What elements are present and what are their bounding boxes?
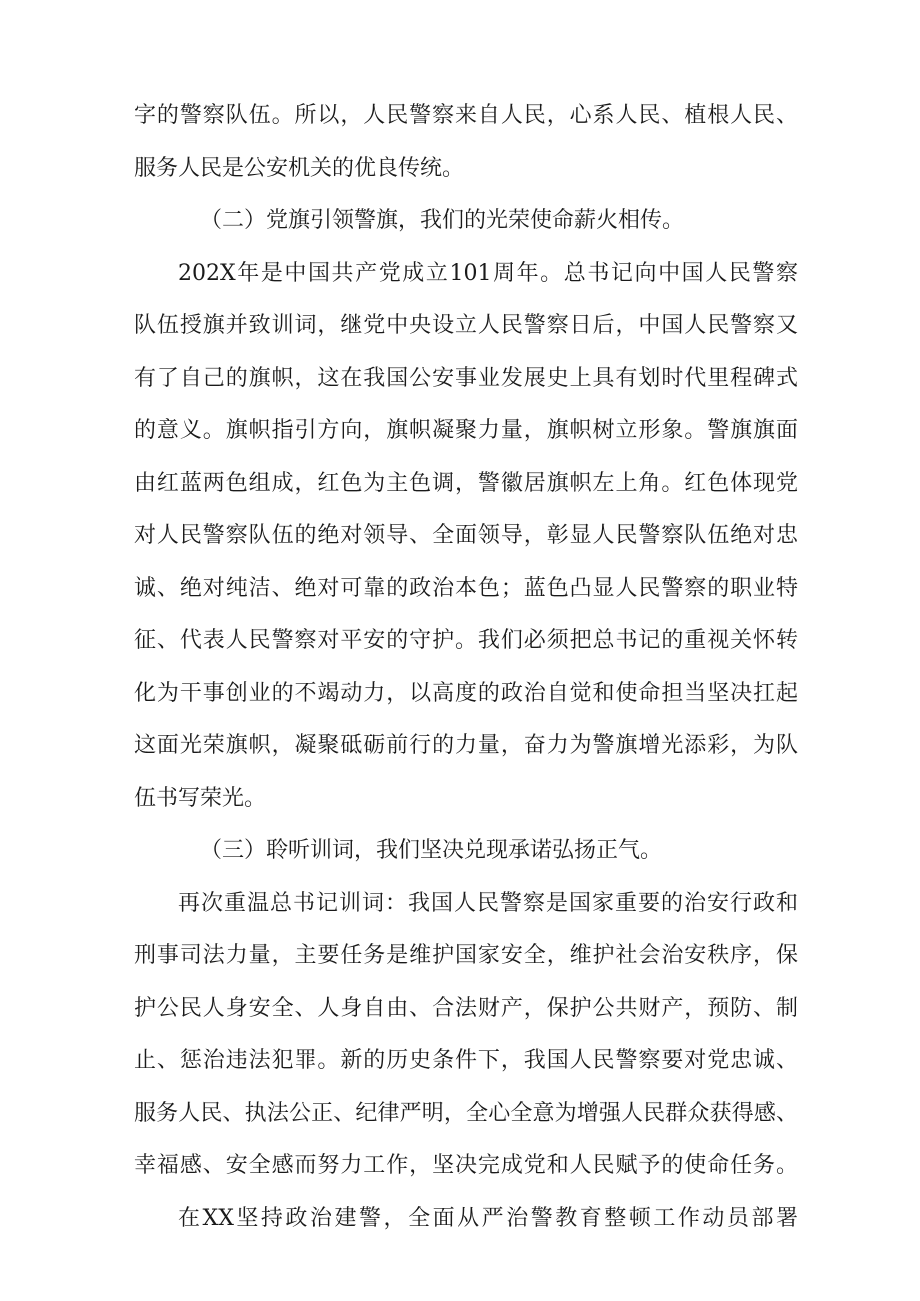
text-line-6: 有了自己的旗帜，这在我国公安事业发展史上具有划时代里程碑式 (134, 365, 798, 391)
text-line-8: 由红蓝两色组成，红色为主色调，警徽居旗帜左上角。红色体现党 (134, 470, 798, 496)
document-body (134, 90, 798, 1245)
section-heading-3: （三）聆听训词，我们坚决兑现承诺弘扬正气。 (200, 838, 663, 863)
text-line-7: 的意义。旗帜指引方向，旗帜凝聚力量，旗帜树立形象。警旗旗面 (134, 418, 798, 443)
text-line-10: 诚、绝对纯洁、绝对可靠的政治本色；蓝色凸显人民警察的职业特 (134, 575, 798, 601)
text-line-17: 刑事司法力量，主要任务是维护国家安全，维护社会治安秩序，保 (134, 943, 798, 968)
text-line-18: 护公民人身安全、人身自由、合法财产，保护公共财产，预防、制 (134, 995, 798, 1021)
text-line-5: 队伍授旗并致训词，继党中央设立人民警察日后，中国人民警察又 (134, 313, 798, 338)
text-line-12: 化为干事创业的不竭动力，以高度的政治自觉和使命担当坚决扛起 (134, 680, 798, 706)
text-line-21: 幸福感、安全感而努力工作，坚决完成党和人民赋予的使命任务。 (134, 1153, 798, 1178)
text-line-11: 征、代表人民警察对平安的守护。我们必须把总书记的重视关怀转 (134, 628, 798, 653)
text-line-20: 服务人民、执法公正、纪律严明，全心全意为增强人民群众获得感、 (134, 1100, 798, 1126)
section-heading-2: （二）党旗引领警旗，我们的光荣使命薪火相传。 (200, 208, 685, 233)
text-line-2: 服务人民是公安机关的优良传统。 (134, 155, 465, 181)
text-line-13: 这面光荣旗帜，凝聚砥砺前行的力量，奋力为警旗增光添彩，为队 (134, 733, 798, 758)
text-line-4: 202X年是中国共产党成立101周年。总书记向中国人民警察 (178, 260, 798, 286)
text-line-1: 字的警察队伍。所以，人民警察来自人民，心系人民、植根人民、 (134, 103, 798, 128)
text-line-19: 止、惩治违法犯罪。新的历史条件下，我国人民警察要对党忠诚、 (134, 1048, 798, 1073)
text-line-22: 在XX坚持政治建警，全面从严治警教育整顿工作动员部署 (178, 1205, 798, 1231)
text-line-9: 对人民警察队伍的绝对领导、全面领导，彰显人民警察队伍绝对忠 (134, 523, 798, 548)
text-line-14: 伍书写荣光。 (134, 785, 267, 811)
text-line-16: 再次重温总书记训词：我国人民警察是国家重要的治安行政和 (178, 890, 798, 916)
